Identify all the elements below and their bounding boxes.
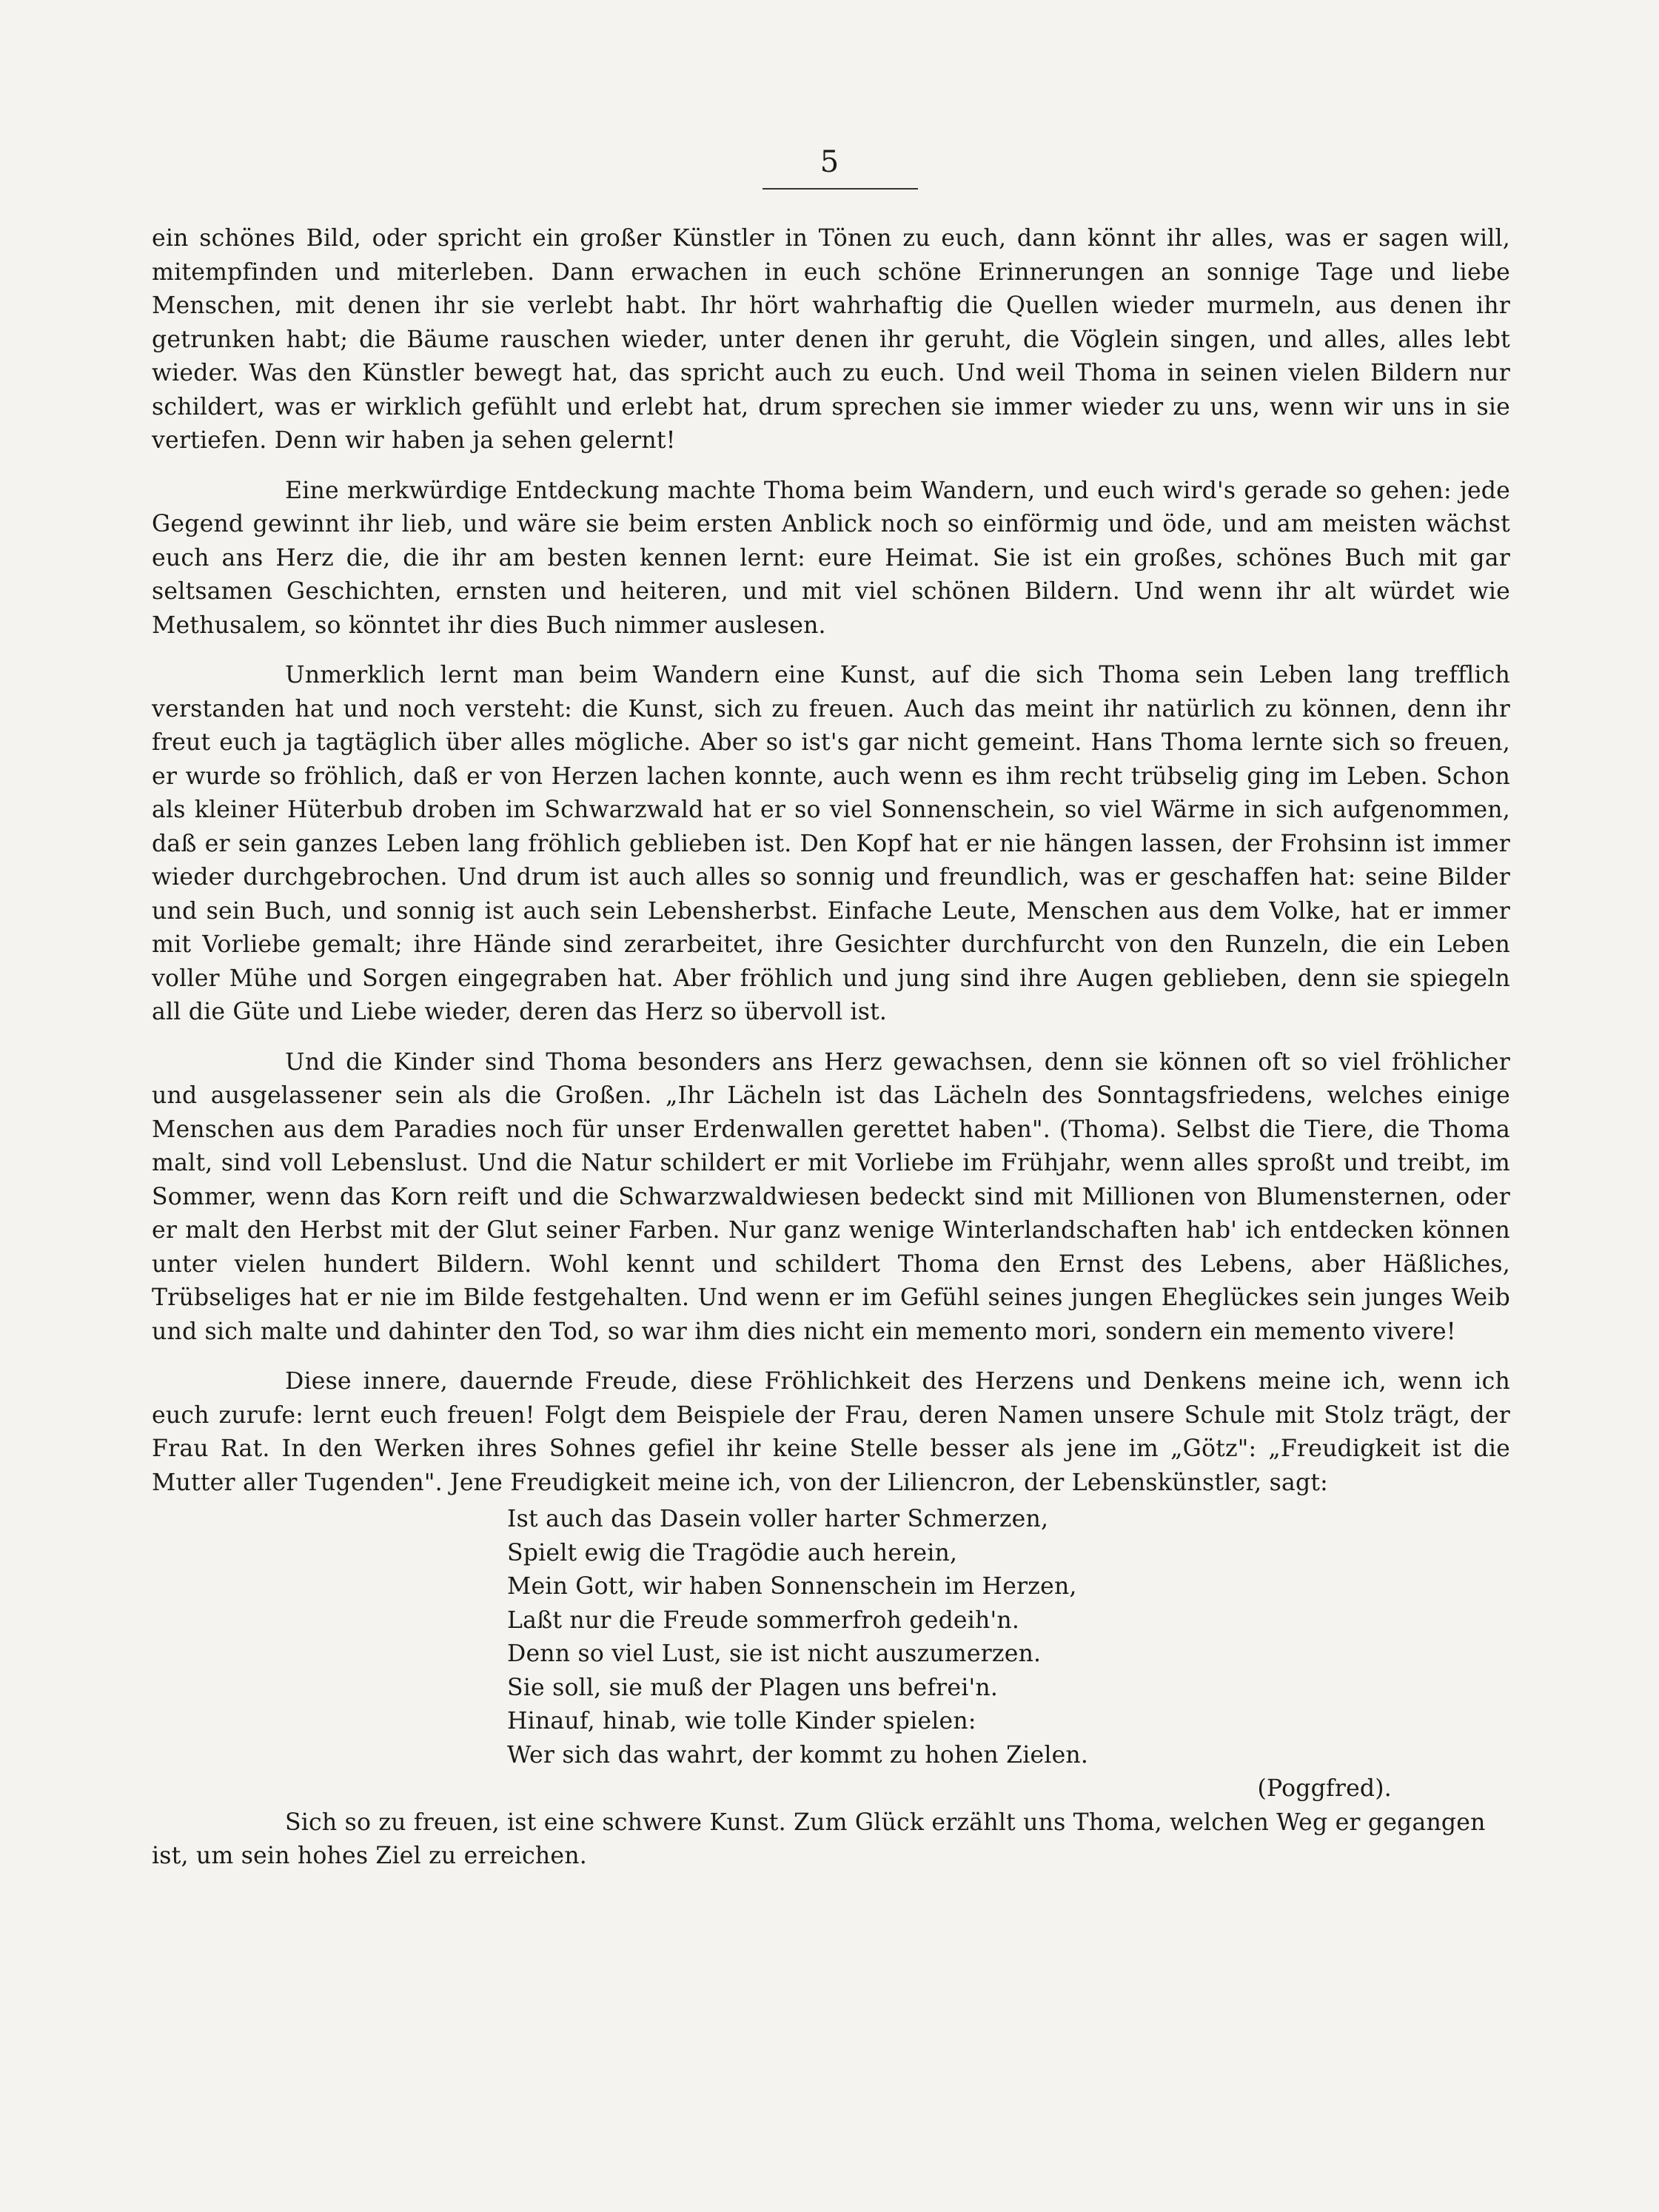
poem-attribution: (Poggfred).: [1257, 1775, 1392, 1802]
poem-line: Laßt nur die Freude sommerfroh gedeih'n.: [507, 1606, 1020, 1634]
paragraph-3: Unmerklich lernt man beim Wandern eine Kunst, auf die sich Thoma sein Leben lang trefflich verstanden hat und noch versteht: die Kunst, sich zu freuen. Auch das meint ihr natürlich zu können, denn ihr freut euch ja tagtäglich über alles mögliche. Aber so ist's gar nicht gemeint. Hans Thoma lernte sich so freuen, er wurde so fröhlich, daß er von Herzen lachen konnte, auch wenn es ihm recht trübselig ging im Leben. Schon als kleiner Hüterbub droben im Schwarzwald hat er so viel Sonnenschein, so viel Wärme in sich aufgenommen, daß er sein ganzes Leben lang fröhlich geblieben ist. Den Kopf hat er nie hängen lassen, der Frohsinn ist immer wieder durchgebrochen. Und drum ist auch alles so sonnig und freundlich, was er geschaffen hat: seine Bilder und sein Buch, und sonnig ist auch sein Lebensherbst. Einfache Leute, Menschen aus dem Volke, hat er immer mit Vorliebe gemalt; ihre Hände sind zerarbeitet, ihre Gesichter durchfurcht von den Runzeln, die ein Leben voller Mühe und Sorgen eingegraben hat. Aber fröhlich und jung sind ihre Augen geblieben, denn sie spiegeln all die Güte und Liebe wieder, deren das Herz so übervoll ist.: [152, 662, 1510, 1025]
paragraph-1: ein schönes Bild, oder spricht ein großer Künstler in Tönen zu euch, dann könnt ihr alles, was er sagen will, mitempfinden und miterleben. Dann erwachen in euch schöne Erinnerungen an sonnige Tage und liebe Menschen, mit denen ihr sie verlebt habt. Ihr hört wahrhaftig die Quellen wieder murmeln, aus denen ihr getrunken habt; die Bäume rauschen wieder, unter denen ihr geruht, die Vöglein singen, und alles, alles lebt wieder. Was den Künstler bewegt hat, das spricht auch zu euch. Und weil Thoma in seinen vielen Bildern nur schildert, was er wirklich gefühlt und erlebt hat, drum sprechen sie immer wieder zu uns, wenn wir uns in sie vertiefen. Denn wir haben ja sehen gelernt!: [152, 225, 1510, 454]
poem-line: Hinauf, hinab, wie tolle Kinder spielen:: [507, 1708, 976, 1735]
paragraph-2: Eine merkwürdige Entdeckung machte Thoma beim Wandern, und euch wird's gerade so gehen: jede Gegend gewinnt ihr lieb, und wäre sie beim ersten Anblick noch so einförmig und öde, und am meisten wächst euch ans Herz die, die ihr am besten kennen lernt: eure Heimat. Sie ist ein großes, schönes Buch mit gar seltsamen Geschichten, ernsten und heiteren, und mit viel schönen Bildern. Und wenn ihr alt würdet wie Methusalem, so könntet ihr dies Buch nimmer auslesen.: [152, 477, 1510, 639]
page-number-rule: [763, 188, 918, 190]
poem-line: Sie soll, sie muß der Plagen uns befrei'n.: [507, 1674, 999, 1701]
paragraph-5: Diese innere, dauernde Freude, diese Fröhlichkeit des Herzens und Denkens meine ich, wenn ich euch zurufe: lernt euch freuen! Folgt dem Beispiele der Frau, deren Namen unsere Schule mit Stolz trägt, der Frau Rat. In den Werken ihres Sohnes gefiel ihr keine Stelle besser als jene im „Götz": „Freudigkeit ist die Mutter aller Tugenden". Jene Freudigkeit meine ich, von der Liliencron, der Lebenskünstler, sagt:: [152, 1368, 1510, 1496]
poem-line: Ist auch das Dasein voller harter Schmerzen,: [507, 1506, 1049, 1532]
body-text: [152, 222, 1510, 1890]
closing-paragraph: Sich so zu freuen, ist eine schwere Kunst. Zum Glück erzählt uns Thoma, welchen Weg er gegangen ist, um sein hohes Ziel zu erreichen.: [152, 1809, 1486, 1869]
poem-line: Mein Gott, wir haben Sonnenschein im Herzen,: [507, 1573, 1077, 1600]
page-number: 5: [820, 145, 839, 179]
poem-line: Wer sich das wahrt, der kommt zu hohen Zielen.: [507, 1741, 1089, 1769]
paragraph-4: Und die Kinder sind Thoma besonders ans Herz gewachsen, denn sie können oft so viel fröhlicher und ausgelassener sein als die Großen. „Ihr Lächeln ist das Lächeln des Sonntagsfriedens, welches einige Menschen aus dem Paradies noch für unser Erdenwallen gerettet haben". (Thoma). Selbst die Tiere, die Thoma malt, sind voll Lebenslust. Und die Natur schildert er mit Vorliebe im Frühjahr, wenn alles sproßt und treibt, im Sommer, wenn das Korn reift und die Schwarzwaldwiesen bedeckt sind mit Millionen von Blumensternen, oder er malt den Herbst mit der Glut seiner Farben. Nur ganz wenige Winterlandschaften hab' ich entdecken können unter vielen hundert Bildern. Wohl kennt und schildert Thoma den Ernst des Lebens, aber Häßliches, Trübseliges hat er nie im Bilde festgehalten. Und wenn er im Gefühl seines jungen Eheglückes sein junges Weib und sich malte und dahinter den Tod, so war ihm dies nicht ein memento mori, sondern ein memento vivere!: [152, 1048, 1510, 1345]
poem-line: Spielt ewig die Tragödie auch herein,: [507, 1539, 958, 1566]
poem: [507, 1503, 1510, 1772]
poem-line: Denn so viel Lust, sie ist nicht auszumerzen.: [507, 1640, 1042, 1667]
